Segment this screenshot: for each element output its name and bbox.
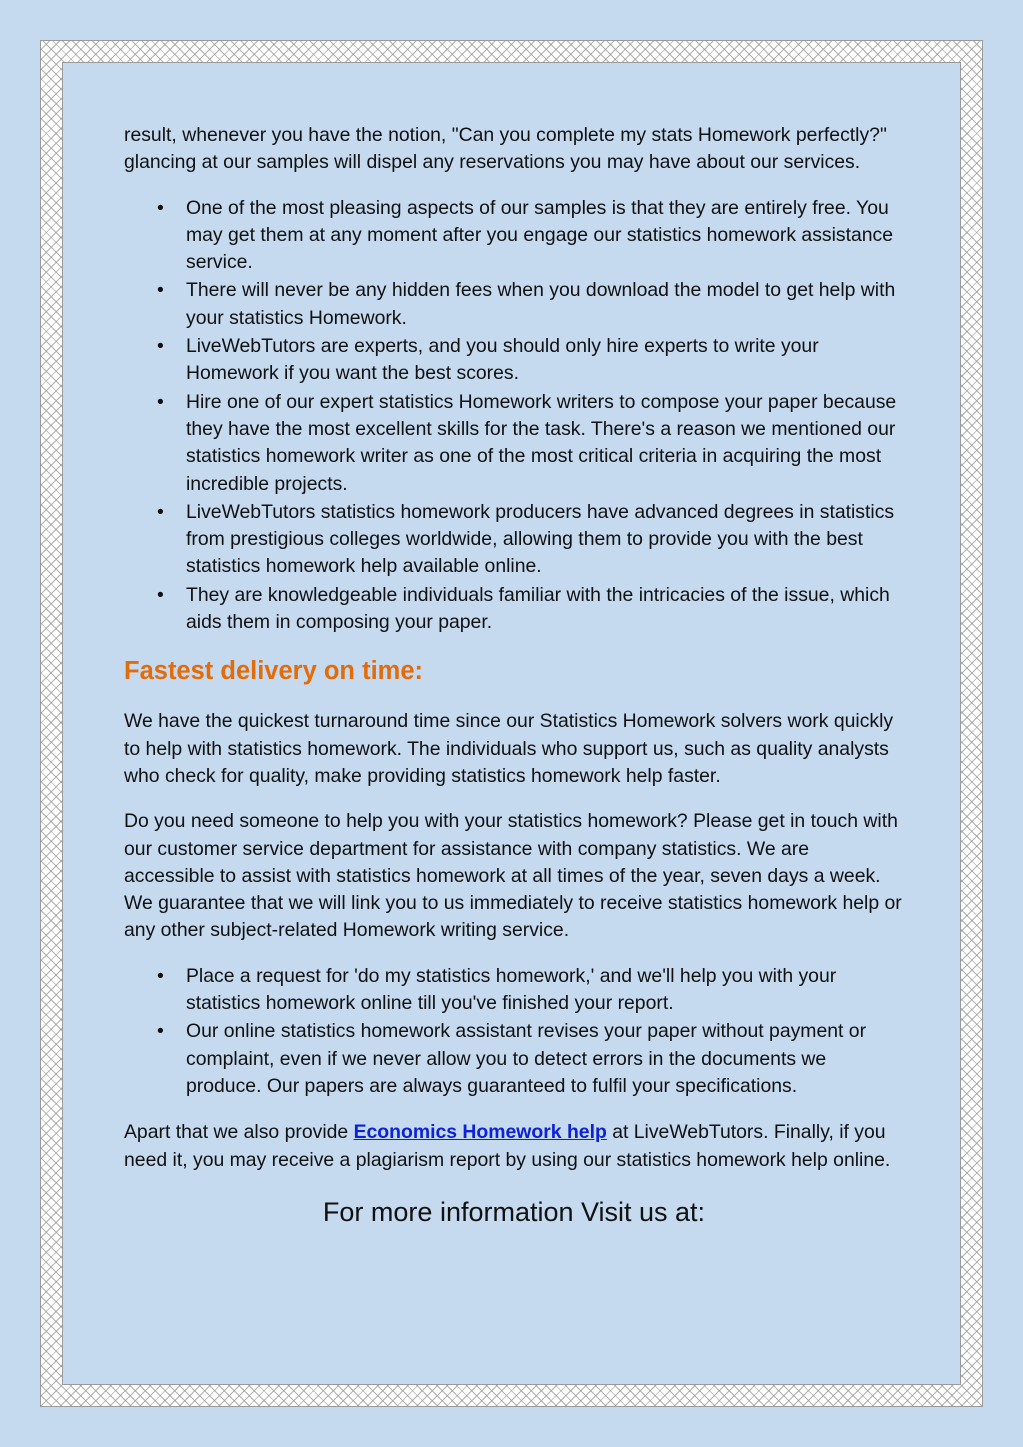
economics-homework-link[interactable]: Economics Homework help bbox=[353, 1121, 607, 1144]
support-paragraph: Do you need someone to help you with your statistics homework? Please get in touch with our customer service department for assistance with company statistics. We are accessible to assist with statistics homework at all times of the year, seven days a week. We guarantee that we will link you to us immediately to receive statistics homework help or any other subject-related Homework writing service. bbox=[124, 810, 902, 942]
bullet-icon: • bbox=[157, 279, 164, 302]
bullet-icon: • bbox=[157, 196, 164, 219]
bullet-icon: • bbox=[157, 1020, 164, 1043]
bullet-icon: • bbox=[157, 500, 164, 523]
list-item: • One of the most pleasing aspects of our samples is that they are entirely free. You may get them at any moment after you engage our statistics homework assistance service. bbox=[157, 196, 894, 274]
bullet-icon: • bbox=[157, 583, 164, 606]
list-item: • LiveWebTutors statistics homework producers have advanced degrees in statistics from prestigious colleges worldwide, allowing them to provide you with the best statistics homework help available online. bbox=[157, 500, 895, 578]
list-item: • Hire one of our expert statistics Homework writers to compose your paper because they have the most excellent skills for the task. There's a reason we mentioned our statistics homework writer as one of the most critical criteria in acquiring the most incredible projects. bbox=[157, 390, 897, 495]
document-body bbox=[124, 122, 904, 1228]
intro-paragraph: result, whenever you have the notion, "Can you complete my stats Homework perfectly?" glancing at our samples will dispel any reservations you may have about our services. bbox=[124, 124, 887, 174]
list-item: • There will never be any hidden fees when you download the model to get help with your statistics Homework. bbox=[157, 279, 896, 329]
list-item: • Our online statistics homework assistant revises your paper without payment or complaint, even if we never allow you to detect errors in the documents we produce. Our papers are always guaranteed to fulfil your specifications. bbox=[157, 1020, 867, 1097]
bullet-icon: • bbox=[157, 390, 164, 413]
closing-paragraph: Apart that we also provide Economics Homework help at LiveWebTutors. Finally, if you need it, you may receive a plagiarism report by using our statistics homework help online. bbox=[124, 1121, 891, 1171]
service-list bbox=[124, 963, 904, 1100]
visit-us-text: For more information Visit us at: bbox=[322, 1196, 706, 1227]
section-heading: Fastest delivery on time: bbox=[124, 657, 424, 686]
list-item: • LiveWebTutors are experts, and you should only hire experts to write your Homework if you want the best scores. bbox=[157, 335, 819, 385]
list-item: • Place a request for 'do my statistics homework,' and we'll help you with your statistics homework online till you've finished your report. bbox=[157, 964, 837, 1015]
delivery-paragraph: We have the quickest turnaround time since our Statistics Homework solvers work quickly to help with statistics homework. The individuals who support us, such as quality analysts who check for quality, make providing statistics homework help faster. bbox=[124, 710, 894, 787]
bullet-icon: • bbox=[157, 964, 164, 987]
list-item: • They are knowledgeable individuals familiar with the intricacies of the issue, which aids them in composing your paper. bbox=[157, 583, 890, 634]
bullet-icon: • bbox=[157, 335, 164, 358]
benefits-list bbox=[124, 195, 904, 637]
